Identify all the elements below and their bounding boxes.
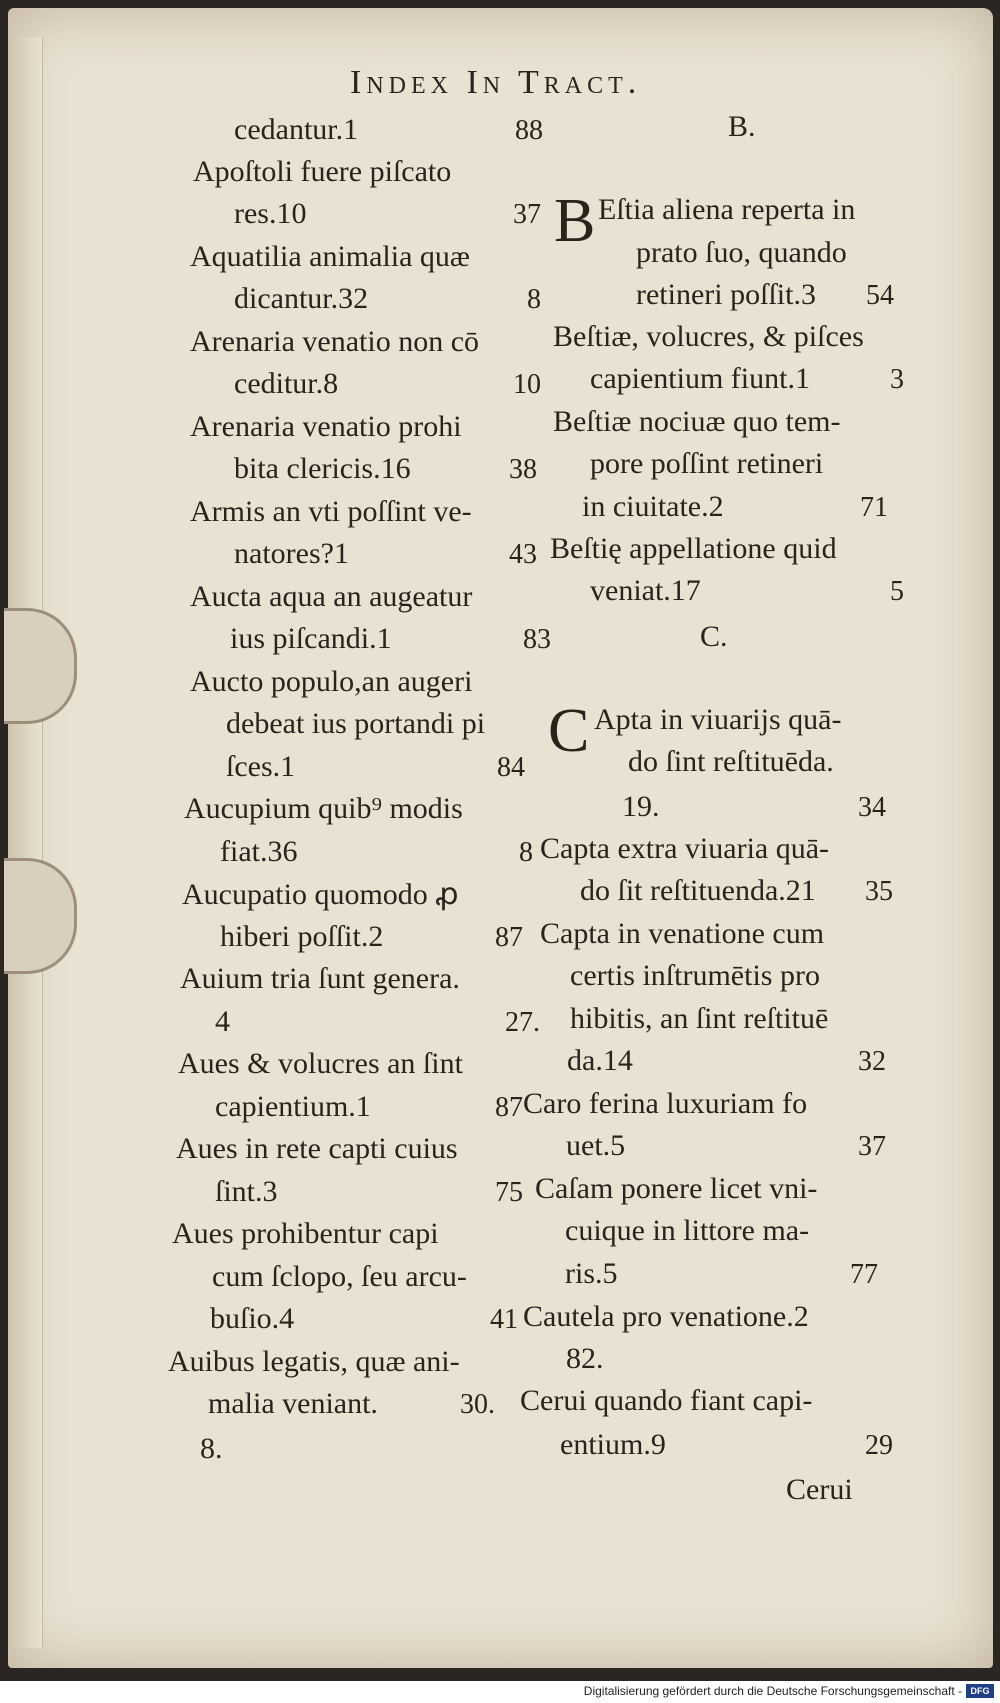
digitization-credit: Digitalisierung gefördert durch die Deutsche Forschungsgemeinschaft -	[583, 1684, 962, 1698]
section-c-heading: C.	[700, 620, 728, 653]
left-entry-24-text: Aues in rete capti cuius	[176, 1132, 458, 1165]
c-entry-13-text: ris.5	[565, 1257, 618, 1290]
left-entry-7-text: Arenaria venatio prohi	[190, 410, 462, 443]
left-entry-26-text: Aues prohibentur capi	[172, 1217, 439, 1250]
left-entry-27-text: cum ſclopo, ſeu arcu-	[212, 1260, 467, 1293]
left-entry-22-text: Aues & volucres an ſint	[178, 1047, 463, 1080]
c-entry-2-text: 19.	[622, 790, 660, 823]
left-entry-29-text: Auibus legatis, quæ ani-	[168, 1345, 460, 1378]
left-entry-13-text: Aucto populo,an augeri	[190, 665, 473, 698]
left-entry-14-text: debeat ius portandi pi	[226, 707, 486, 740]
c-entry-12-text: cuique in littore ma-	[565, 1214, 810, 1247]
b-entry-4-text: capientium fiunt.1	[590, 362, 810, 395]
dfg-logo: DFG	[966, 1684, 994, 1698]
b-entry-3-text: Beſtiæ, volucres, & piſces	[553, 320, 864, 353]
left-entry-2-page-number: 37	[513, 199, 541, 230]
left-entry-23-text: capientium.1	[215, 1090, 371, 1123]
b-entry-2-text: retineri poſſit.3	[636, 278, 816, 311]
c-entry-16-text: Cerui quando fiant capi-	[520, 1384, 813, 1417]
page-clip-lower	[4, 858, 77, 974]
left-entry-19-page-number: 87	[495, 922, 523, 953]
left-entry-15-text: ſces.1	[226, 750, 296, 783]
b-entry-9-text: veniat.17	[590, 574, 701, 607]
left-entry-21-page-number: 27.	[505, 1007, 540, 1038]
c-entry-0-text: Apta in viuarijs quā-	[594, 703, 842, 736]
c-entry-9-text: Caro ferina luxuriam fo	[523, 1087, 808, 1120]
b-entry-7-text: in ciuitate.2	[582, 490, 724, 523]
left-entry-9-text: Armis an vti poſſint ve-	[190, 495, 472, 528]
left-entry-3-text: Aquatilia animalia quæ	[190, 240, 470, 273]
left-entry-1-text: Apoſtoli fuere piſcato	[193, 155, 452, 188]
c-entry-10-text: uet.5	[566, 1129, 626, 1162]
c-entry-17-page-number: 29	[865, 1430, 893, 1461]
left-entry-6-text: ceditur.8	[234, 367, 339, 400]
b-entry-8-text: Beſtię appellatione quid	[550, 532, 837, 565]
b-entry-5-text: Beſtiæ nociuæ quo tem-	[553, 405, 841, 438]
b-entry-1-text: prato ſuo, quando	[636, 236, 847, 269]
section-b-initial: B	[554, 187, 596, 255]
left-entry-21-text: 4	[215, 1005, 230, 1038]
c-entry-3-text: Capta extra viuaria quā-	[540, 832, 830, 865]
left-entry-30-text: malia veniant.	[208, 1387, 378, 1420]
section-b-heading: B.	[728, 110, 756, 143]
left-entry-4-text: dicantur.32	[234, 282, 369, 315]
left-entry-30-page-number: 30.	[460, 1389, 495, 1420]
left-entry-5-text: Arenaria venatio non cō	[190, 325, 480, 358]
left-entry-2-text: res.10	[234, 197, 307, 230]
c-entry-13-page-number: 77	[850, 1259, 878, 1290]
c-entry-7-text: hibitis, an ſint reſtituē	[570, 1002, 829, 1035]
left-entry-11-text: Aucta aqua an augeatur	[190, 580, 473, 613]
b-entry-0-text: Eſtia aliena reperta in	[598, 193, 856, 226]
left-entry-10-page-number: 43	[509, 539, 537, 570]
left-entry-10-text: natores?1	[234, 537, 349, 570]
left-entry-18-text: Aucupatio quomodo ꝓ	[182, 878, 459, 911]
left-entry-0-text: cedantur.1	[234, 113, 359, 146]
left-entry-12-page-number: 83	[523, 624, 551, 655]
left-entry-25-text: ſint.3	[215, 1175, 278, 1208]
left-entry-19-text: hiberi poſſit.2	[220, 920, 384, 953]
running-header: Index In Tract.	[350, 64, 642, 101]
left-entry-16-text: Aucupium quib⁹ modis	[184, 792, 463, 825]
c-entry-5-text: Capta in venatione cum	[540, 917, 825, 950]
c-entry-6-text: certis inſtrumētis pro	[570, 959, 820, 992]
page-gutter	[8, 38, 43, 1648]
c-entry-4-text: do ſit reſtituenda.21	[580, 874, 816, 907]
left-entry-28-page-number: 41	[490, 1304, 518, 1335]
c-entry-10-page-number: 37	[858, 1131, 886, 1162]
left-entry-17-text: fiat.36	[220, 835, 298, 868]
c-entry-11-text: Caſam ponere licet vni-	[535, 1172, 818, 1205]
left-entry-8-text: bita clericis.16	[234, 452, 411, 485]
left-entry-31-text: 8.	[200, 1432, 223, 1465]
c-entry-17-text: entium.9	[560, 1428, 666, 1461]
b-entry-2-page-number: 54	[866, 280, 894, 311]
catchword: Cerui	[786, 1473, 853, 1506]
left-entry-23-page-number: 87	[495, 1092, 523, 1123]
b-entry-4-page-number: 3	[890, 364, 904, 395]
left-entry-28-text: buſio.4	[210, 1302, 295, 1335]
left-entry-4-page-number: 8	[527, 284, 541, 315]
b-entry-6-text: pore poſſint retineri	[590, 447, 824, 480]
c-entry-4-page-number: 35	[865, 876, 893, 907]
left-entry-6-page-number: 10	[513, 369, 541, 400]
b-entry-7-page-number: 71	[860, 492, 888, 523]
c-entry-8-page-number: 32	[858, 1046, 886, 1077]
page-clip-upper	[4, 608, 77, 724]
c-entry-15-text: 82.	[566, 1342, 604, 1375]
c-entry-8-text: da.14	[567, 1044, 633, 1077]
left-entry-12-text: ius piſcandi.1	[230, 622, 392, 655]
c-entry-1-text: do ſint reſtituēda.	[628, 745, 834, 778]
c-entry-2-page-number: 34	[858, 792, 886, 823]
left-entry-25-page-number: 75	[495, 1177, 523, 1208]
left-entry-20-text: Auium tria ſunt genera.	[180, 962, 460, 995]
left-entry-17-page-number: 8	[519, 837, 533, 868]
section-c-initial: C	[548, 697, 590, 765]
c-entry-14-text: Cautela pro venatione.2	[523, 1300, 809, 1333]
left-entry-0-page-number: 88	[515, 115, 543, 146]
left-entry-8-page-number: 38	[509, 454, 537, 485]
b-entry-9-page-number: 5	[890, 576, 904, 607]
left-entry-15-page-number: 84	[497, 752, 525, 783]
